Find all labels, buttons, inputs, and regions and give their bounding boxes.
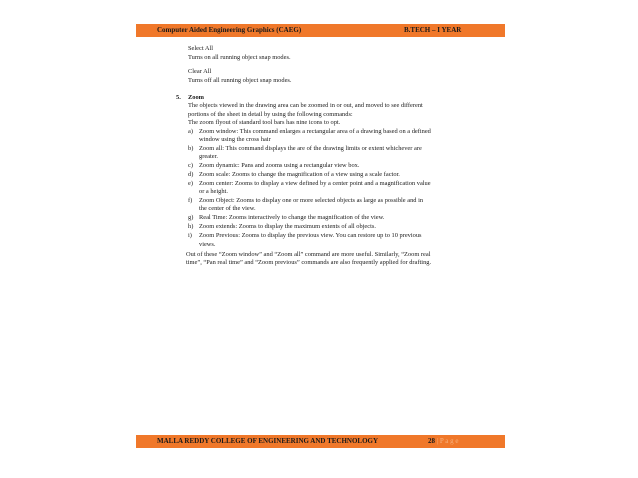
footer-college-name: MALLA REDDY COLLEGE OF ENGINEERING AND TECHNOLOGY (157, 437, 379, 445)
list-item-line: or a height. (199, 188, 228, 195)
list-item-line: window using the cross hair (199, 136, 271, 143)
zoom-heading: Zoom (188, 94, 204, 101)
list-item-line: Real Time: Zooms interactively to change the magnification of the view. (199, 214, 385, 221)
list-item-marker: e) (188, 180, 193, 187)
clear-all-desc: Turns off all running object snap modes. (188, 77, 292, 84)
list-item-line: Zoom extends: Zooms to display the maximum extents of all objects. (199, 223, 376, 230)
list-item-marker: i) (188, 232, 192, 239)
list-item-line: Zoom Object: Zooms to display one or more selected objects as large as possible and in (199, 197, 424, 204)
list-item-line: Zoom window: This command enlarges a rectangular area of a drawing based on a defined (199, 128, 431, 135)
list-item-marker: c) (188, 162, 193, 169)
list-item-marker: b) (188, 145, 194, 152)
list-item-marker: h) (188, 223, 194, 230)
page-footer (136, 435, 505, 448)
page-header (136, 24, 505, 37)
select-all-title: Select All (188, 45, 214, 52)
closing-paragraph-line: time”, “Pan real time” and “Zoom previous” commands are also frequently applied for drafting. (186, 259, 432, 266)
select-all-desc: Turns on all running object snap modes. (188, 54, 291, 61)
header-course-title: Computer Aided Engineering Graphics (CAEG) (157, 26, 302, 34)
zoom-intro-line: The objects viewed in the drawing area can be zoomed in or out, and moved to see different (188, 102, 423, 109)
list-item-marker: g) (188, 214, 194, 221)
list-item-marker: f) (188, 197, 193, 204)
page-number: 28 (428, 437, 435, 445)
zoom-intro-line: portions of the sheet in detail by using the following commands: (188, 111, 353, 118)
list-item-line: Zoom Previous: Zooms to display the previous view. You can restore up to 10 previous (199, 232, 422, 239)
list-item-marker: d) (188, 171, 194, 178)
list-item-marker: a) (188, 128, 193, 135)
list-item-line: Zoom center: Zooms to display a view defined by a center point and a magnification value (199, 180, 431, 187)
zoom-intro-line: The zoom flyout of standard tool bars has nine icons to opt. (188, 119, 341, 126)
list-item-line: Zoom scale: Zooms to change the magnification of a view using a scale factor. (199, 171, 400, 178)
list-item-line: Zoom dynamic: Pans and zooms using a rectangular view box. (199, 162, 360, 169)
zoom-number: 5. (176, 94, 181, 101)
header-year: B.TECH – I YEAR (404, 26, 462, 34)
list-item-line: Zoom all: This command displays the are of the drawing limits or extent whichever are (199, 145, 422, 152)
list-item-line: the center of the view. (199, 205, 256, 212)
list-item-line: greater. (199, 153, 218, 160)
clear-all-title: Clear All (188, 68, 212, 75)
page-suffix: | P a g e (436, 437, 459, 445)
footer-page (428, 435, 459, 448)
closing-paragraph-line: Out of these “Zoom window” and “Zoom all” command are more useful. Similarly, “Zoom real (186, 251, 431, 258)
list-item-line: views. (199, 241, 216, 248)
